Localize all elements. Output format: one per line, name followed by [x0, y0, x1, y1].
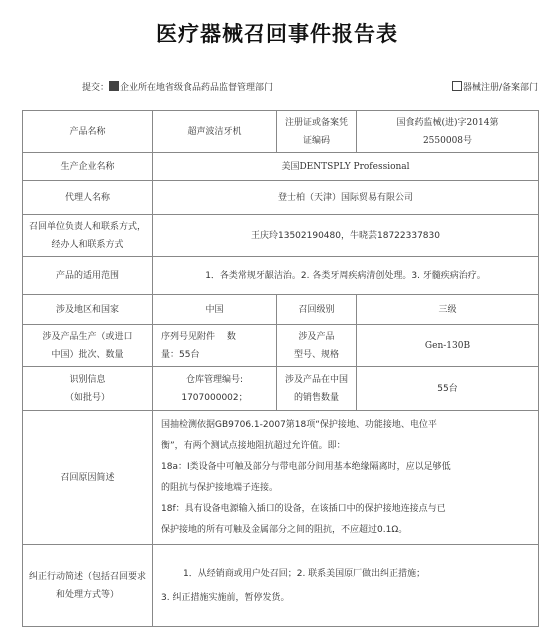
submit-option-registration-label: 器械注册/备案部门 [462, 83, 538, 93]
checked-box-icon[interactable] [109, 81, 119, 91]
registration-code-label: 注册证或备案凭 证编码 [277, 111, 357, 153]
contact-label: 召回单位负责人和联系方式， 经办人和联系方式 [23, 215, 153, 257]
submit-option-registration[interactable] [452, 80, 538, 93]
table-row [23, 367, 539, 411]
agent-label: 代理人名称 [23, 181, 153, 215]
reason-label: 召回原因简述 [23, 411, 153, 545]
product-name-label: 产品名称 [23, 111, 153, 153]
sales-value: 55台 [357, 367, 539, 411]
product-name-value: 超声波洁牙机 [153, 111, 277, 153]
table-row [23, 411, 539, 545]
registration-code-value: 国食药监械(进)字2014第 2550008号 [357, 111, 539, 153]
table-row [23, 215, 539, 257]
submit-prefix: 提交： [82, 83, 110, 93]
action-label: 纠正行动简述（包括召回要求 和处理方式等） [23, 545, 153, 627]
sales-label: 涉及产品在中国 的销售数量 [277, 367, 357, 411]
region-value: 中国 [153, 295, 277, 325]
recall-level-value: 三级 [357, 295, 539, 325]
table-row [23, 181, 539, 215]
manufacturer-value: 美国DENTSPLY Professional [153, 153, 539, 181]
submit-option-provincial-label: 企业所在地省级食品药品监督管理部门 [120, 83, 274, 93]
submit-line [22, 80, 538, 96]
table-row [23, 153, 539, 181]
scope-value: 1．各类常规牙龈洁治。2. 各类牙周疾病清创处理。3. 牙髓疾病治疗。 [153, 257, 539, 295]
table-row [23, 325, 539, 367]
scope-label: 产品的适用范围 [23, 257, 153, 295]
report-title: 医疗器械召回事件报告表 [156, 21, 398, 46]
agent-value: 登士柏（天津）国际贸易有限公司 [153, 181, 539, 215]
table-row [23, 257, 539, 295]
table-row [23, 545, 539, 627]
model-label: 涉及产品 型号、规格 [277, 325, 357, 367]
batch-label: 涉及产品生产（或进口 中国）批次、数量 [23, 325, 153, 367]
ident-value: 仓库管理编号: 1707000002； [153, 367, 277, 411]
reason-value: 国抽检测依据GB9706.1-2007第18项“保护接地、功能接地、电位平 衡”，有两个测试点接地阻抗超过允许值。即： 18a：I类设备中可触及部分与带电部分间用基本绝缘隔离时，应以足够低 的阻抗与保护接地端子连接。 18f：具有设备电源输入插口的设备，在该插口中的保护接地连接点与已 保护接地的所有可触及金属部分之间的阻抗，不应超过0.1Ω。 [153, 411, 539, 545]
unchecked-box-icon[interactable] [452, 81, 462, 91]
ident-label: 识别信息 （如批号） [23, 367, 153, 411]
region-label: 涉及地区和国家 [23, 295, 153, 325]
recall-report-table [22, 110, 539, 627]
batch-value: 序列号见附件 数 量：55台 [153, 325, 277, 367]
recall-level-label: 召回级别 [277, 295, 357, 325]
contact-value: 王庆玲13502190480，牛晓芸18722337830 [153, 215, 539, 257]
submit-option-provincial[interactable] [82, 80, 273, 93]
model-value: Gen-130B [357, 325, 539, 367]
action-value: 1．从经销商或用户处召回；2. 联系美国原厂做出纠正措施； 3. 纠正措施实施前，暂停发货。 [153, 545, 539, 627]
table-row [23, 111, 539, 153]
table-row [23, 295, 539, 325]
manufacturer-label: 生产企业名称 [23, 153, 153, 181]
